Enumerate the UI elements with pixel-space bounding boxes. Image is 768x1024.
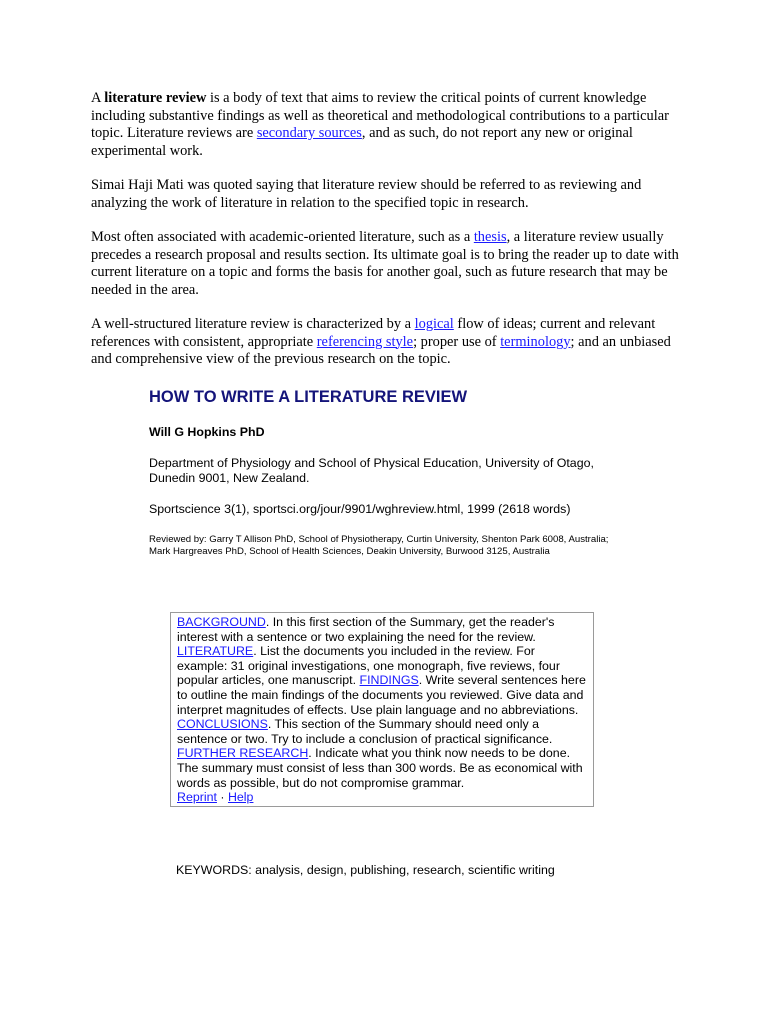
summary-conclusions-text: . This section of the Summary should need only a sentence or two. Try to include a conclusion of practical significance. [177,717,553,746]
affiliation-line-2: Dunedin 9001, New Zealand. [149,471,310,485]
article-author: Will G Hopkins PhD [149,425,265,439]
summary-box [170,612,594,807]
link-referencing-style[interactable]: referencing style [316,333,414,350]
summary-further-text: . Indicate what you think now needs to be done. The summary must consist of less than 300 words. Be as economical with words as possible, but do not compromise grammar. [177,746,583,790]
article-citation: Sportscience 3(1), sportsci.org/jour/9901/wghreview.html, 1999 (2618 words) [149,502,571,516]
article-title: HOW TO WRITE A LITERATURE REVIEW [149,388,468,406]
intro-paragraph-2: Simai Haji Mati was quoted saying that literature review should be referred to as reviewing and analyzing the work of literature in relation to the specified topic in research. [91,177,642,211]
p1-text-mid: is a body of text that aims to review the critical points of current knowledge including substantive findings as well as theoretical and methodological contributions to a particular topic. Literature reviews are [91,90,669,141]
link-secondary-sources[interactable]: secondary sources [256,125,362,141]
link-background[interactable]: BACKGROUND [177,615,266,629]
summary-background-text: . In this first section of the Summary, get the reader's interest with a sentence or two explaining the need for the review. [177,615,555,644]
affiliation-line-1: Department of Physiology and School of Physical Education, University of Otago, [149,456,594,470]
link-findings[interactable]: FINDINGS [359,673,419,688]
link-logical[interactable]: logical [414,316,454,332]
summary-literature-text: . List the documents you included in the review. For example: 31 original investigations, one monograph, five reviews, four popular articles, one manuscript. [177,644,560,688]
reviewers-line-2: Mark Hargreaves PhD, School of Health Sciences, Deakin University, Burwood 3125, Australia [149,546,550,557]
intro-paragraph-1 [91,90,685,160]
term-literature-review: literature review [104,90,207,106]
intro-paragraph-4 [91,316,685,369]
link-further-research[interactable]: FURTHER RESEARCH [177,746,309,761]
link-conclusions[interactable]: CONCLUSIONS [177,717,268,732]
p4-text-end: ; and an unbiased and comprehensive view of the previous research on the topic. [91,333,671,367]
intro-section-2 [91,177,685,212]
link-help[interactable]: Help [227,790,254,805]
p1-text-end: , and as such, do not report any new or original experimental work. [91,125,633,159]
p4-text-mid2: ; proper use of [413,333,501,350]
article-affiliation [149,456,619,486]
link-literature[interactable]: LITERATURE [177,644,254,659]
p3-text-start: Most often associated with academic-oriented literature, such as a [91,229,474,245]
p3-text-end: , a literature review usually precedes a research proposal and results section. Its ultimate goal is to bring the reader up to date with current literature on a topic and forms the basis for another goal, such as future research that may be needed in the area. [91,229,679,298]
link-thesis[interactable]: thesis [473,229,507,245]
p1-text-start: A [91,90,105,106]
p4-text-start: A well-structured literature review is characterized by a [91,316,415,332]
p4-text-mid1: flow of ideas; current and relevant references with consistent, appropriate [91,316,656,350]
link-separator: · [216,790,228,805]
link-terminology[interactable]: terminology [500,333,571,350]
summary-findings-text: . Write several sentences here to outline the main findings of the documents you reviewed. Give data and interpret magnitudes of effects. Use plain language and no abbreviations. [177,673,586,717]
reviewers-line-1: Reviewed by: Garry T Allison PhD, School of Physiotherapy, Curtin University, Shenton Park 6008, Australia; [149,534,609,545]
intro-section-4 [91,316,685,369]
article-reviewers [149,534,629,558]
link-reprint[interactable]: Reprint [177,790,217,805]
intro-section [91,90,685,160]
intro-section-3 [91,229,685,299]
keywords-line: KEYWORDS: analysis, design, publishing, research, scientific writing [176,863,555,877]
intro-paragraph-3 [91,229,685,299]
